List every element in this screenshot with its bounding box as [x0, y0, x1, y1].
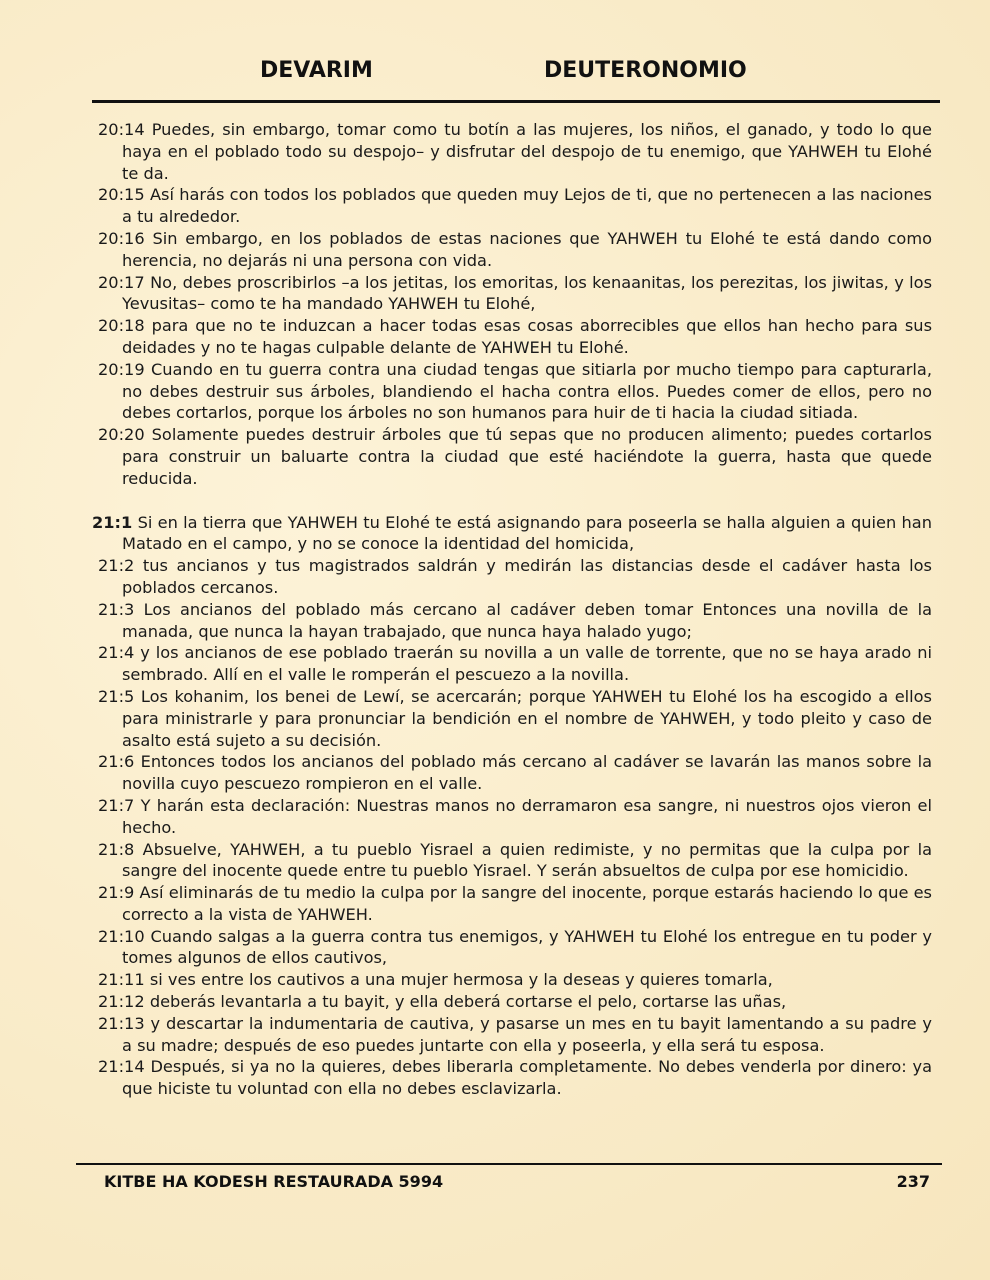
verse-text: y descartar la indumentaria de cautiva, y pasarse un mes en tu bayit lamentando a su padre y a su madre; después de eso puedes juntarte con ella y poseerla, y ella será tu esposa.	[122, 1013, 932, 1055]
verse-text: deberás levantarla a tu bayit, y ella deberá cortarse el pelo, cortarse las uñas,	[149, 992, 787, 1012]
chapter-first-verse	[92, 512, 932, 556]
verse-text: tus ancianos y tus magistrados saldrán y medirán las distancias desde el cadáver hasta los poblados cercanos.	[122, 556, 932, 597]
verse-ref: 21:4	[98, 643, 135, 663]
verse-text: Si en la tierra que YAHWEH tu Elohé te está asignando para poseerla se halla alguien a quien han Matado en el campo, y no se conoce la identidad del homicida,	[122, 512, 932, 554]
verse	[92, 795, 932, 839]
verse-text: y los ancianos de ese poblado traerán su novilla a un valle de torrente, que no se haya arado ni sembrado. Allí en el valle le romperán el pescuezo a la novilla.	[122, 643, 932, 685]
verse	[92, 119, 932, 184]
verse-ref: 20:17	[98, 272, 145, 292]
verse-text: si ves entre los cautivos a una mujer hermosa y la deseas y quieres tomarla,	[149, 970, 773, 990]
verse	[92, 1013, 932, 1057]
verse-text: No, debes proscribirlos –a los jetitas, los emoritas, los kenaanitas, los perezitas, los jiwitas, y los Yevusitas– como te ha mandado YAHWEH tu Elohé,	[122, 272, 932, 314]
verse	[92, 1056, 932, 1100]
verse-text: Absuelve, YAHWEH, a tu pueblo Yisrael a quien redimiste, y no permitas que la culpa por la sangre del inocente quede entre tu pueblo Yisrael. Y serán absueltos de culpa por ese homicidio.	[122, 839, 932, 881]
verse-text: Cuando salgas a la guerra contra tus enemigos, y YAHWEH tu Elohé los entregue en tu poder y tomes algunos de ellos cautivos,	[122, 926, 932, 968]
verse	[92, 686, 932, 751]
verse-ref: 21:12	[98, 992, 145, 1012]
footer-divider	[76, 1163, 942, 1165]
footer-title: KITBE HA KODESH RESTAURADA 5994	[104, 1172, 444, 1191]
book-title-hebrew: DEVARIM	[260, 58, 373, 83]
chapter-verse-ref: 21:1	[92, 512, 133, 532]
verse	[92, 272, 932, 316]
book-title-spanish: DEUTERONOMIO	[544, 58, 747, 83]
verse-ref: 21:7	[98, 795, 135, 815]
verse-ref: 20:19	[98, 359, 145, 379]
verse	[92, 184, 932, 228]
verse-ref: 20:16	[98, 228, 145, 248]
verse-text: Puedes, sin embargo, tomar como tu botín a las mujeres, los niños, el ganado, y todo lo que haya en el poblado todo su despojo– y disfrutar del despojo de tu enemigo, que YAHWEH tu Elohé te da.	[122, 120, 932, 183]
page-number: 237	[896, 1172, 930, 1191]
verse-text: Sin embargo, en los poblados de estas naciones que YAHWEH tu Elohé te está dando como herencia, no dejarás ni una persona con vida.	[122, 228, 932, 270]
verse-text: Y harán esta declaración: Nuestras manos no derramaron esa sangre, ni nuestros ojos vieron el hecho.	[122, 795, 932, 837]
verse	[92, 599, 932, 643]
header-divider	[92, 100, 940, 103]
verse-text: Después, si ya no la quieres, debes liberarla completamente. No debes venderla por dinero: ya que hiciste tu voluntad con ella no debes esclavizarla.	[122, 1057, 932, 1099]
verse-ref: 21:2	[98, 556, 135, 576]
verse-text: Cuando en tu guerra contra una ciudad tengas que sitiarla por mucho tiempo para capturarla, no debes destruir sus árboles, blandiendo el hacha contra ellos. Puedes comer de ellos, pero no debes cortarlos, porque los árboles no son humanos para huir de ti hacia la ciudad sitiada.	[122, 359, 932, 423]
verse-ref: 20:20	[98, 425, 145, 445]
verse-text: para que no te induzcan a hacer todas esas cosas aborrecibles que ellos han hecho para sus deidades y no te hagas culpable delante de YAHWEH tu Elohé.	[122, 316, 932, 357]
verse	[92, 359, 932, 424]
scripture-text	[92, 119, 932, 1100]
page-header	[92, 58, 940, 88]
verse	[92, 991, 932, 1013]
verse-ref: 21:9	[98, 883, 135, 903]
verse-text: Los kohanim, los benei de Lewí, se acercarán; porque YAHWEH tu Elohé los ha escogido a ellos para ministrarle y para pronunciar la bendición en el nombre de YAHWEH, y todo pleito y caso de asalto está sujeto a su decisión.	[122, 686, 932, 750]
verse-ref: 20:15	[98, 185, 145, 205]
verse	[92, 424, 932, 489]
verse-text: Así harás con todos los poblados que queden muy Lejos de ti, que no pertenecen a las naciones a tu alrededor.	[122, 185, 932, 227]
verse	[92, 751, 932, 795]
verse-ref: 21:11	[98, 970, 145, 990]
verse-ref: 20:14	[98, 120, 145, 139]
verse-ref: 21:13	[98, 1013, 145, 1033]
verse	[92, 228, 932, 272]
verse	[92, 315, 932, 359]
verse-text: Solamente puedes destruir árboles que tú sepas que no producen alimento; puedes cortarlos para construir un baluarte contra la ciudad que esté haciéndote la guerra, hasta que quede reducida.	[122, 425, 932, 488]
verse-ref: 21:3	[98, 599, 135, 619]
verse	[92, 969, 932, 991]
verse-ref: 21:6	[98, 752, 135, 772]
verse-text: Entonces todos los ancianos del poblado más cercano al cadáver se lavarán las manos sobre la novilla cuyo pescuezo rompieron en el valle.	[122, 752, 932, 794]
verse	[92, 642, 932, 686]
chapter-gap	[92, 490, 932, 512]
verse-ref: 21:10	[98, 926, 145, 946]
verse-ref: 21:8	[98, 839, 135, 859]
verse-text: Así eliminarás de tu medio la culpa por la sangre del inocente, porque estarás haciendo lo que es correcto a la vista de YAHWEH.	[122, 883, 932, 924]
verse-ref: 21:14	[98, 1057, 145, 1077]
verse-ref: 21:5	[98, 686, 135, 706]
verse	[92, 882, 932, 926]
page-footer	[104, 1172, 930, 1194]
verse	[92, 555, 932, 599]
verse	[92, 839, 932, 883]
verse	[92, 926, 932, 970]
verse-ref: 20:18	[98, 316, 145, 336]
verse-text: Los ancianos del poblado más cercano al cadáver deben tomar Entonces una novilla de la manada, que nunca la hayan trabajado, que nunca haya halado yugo;	[122, 599, 932, 641]
